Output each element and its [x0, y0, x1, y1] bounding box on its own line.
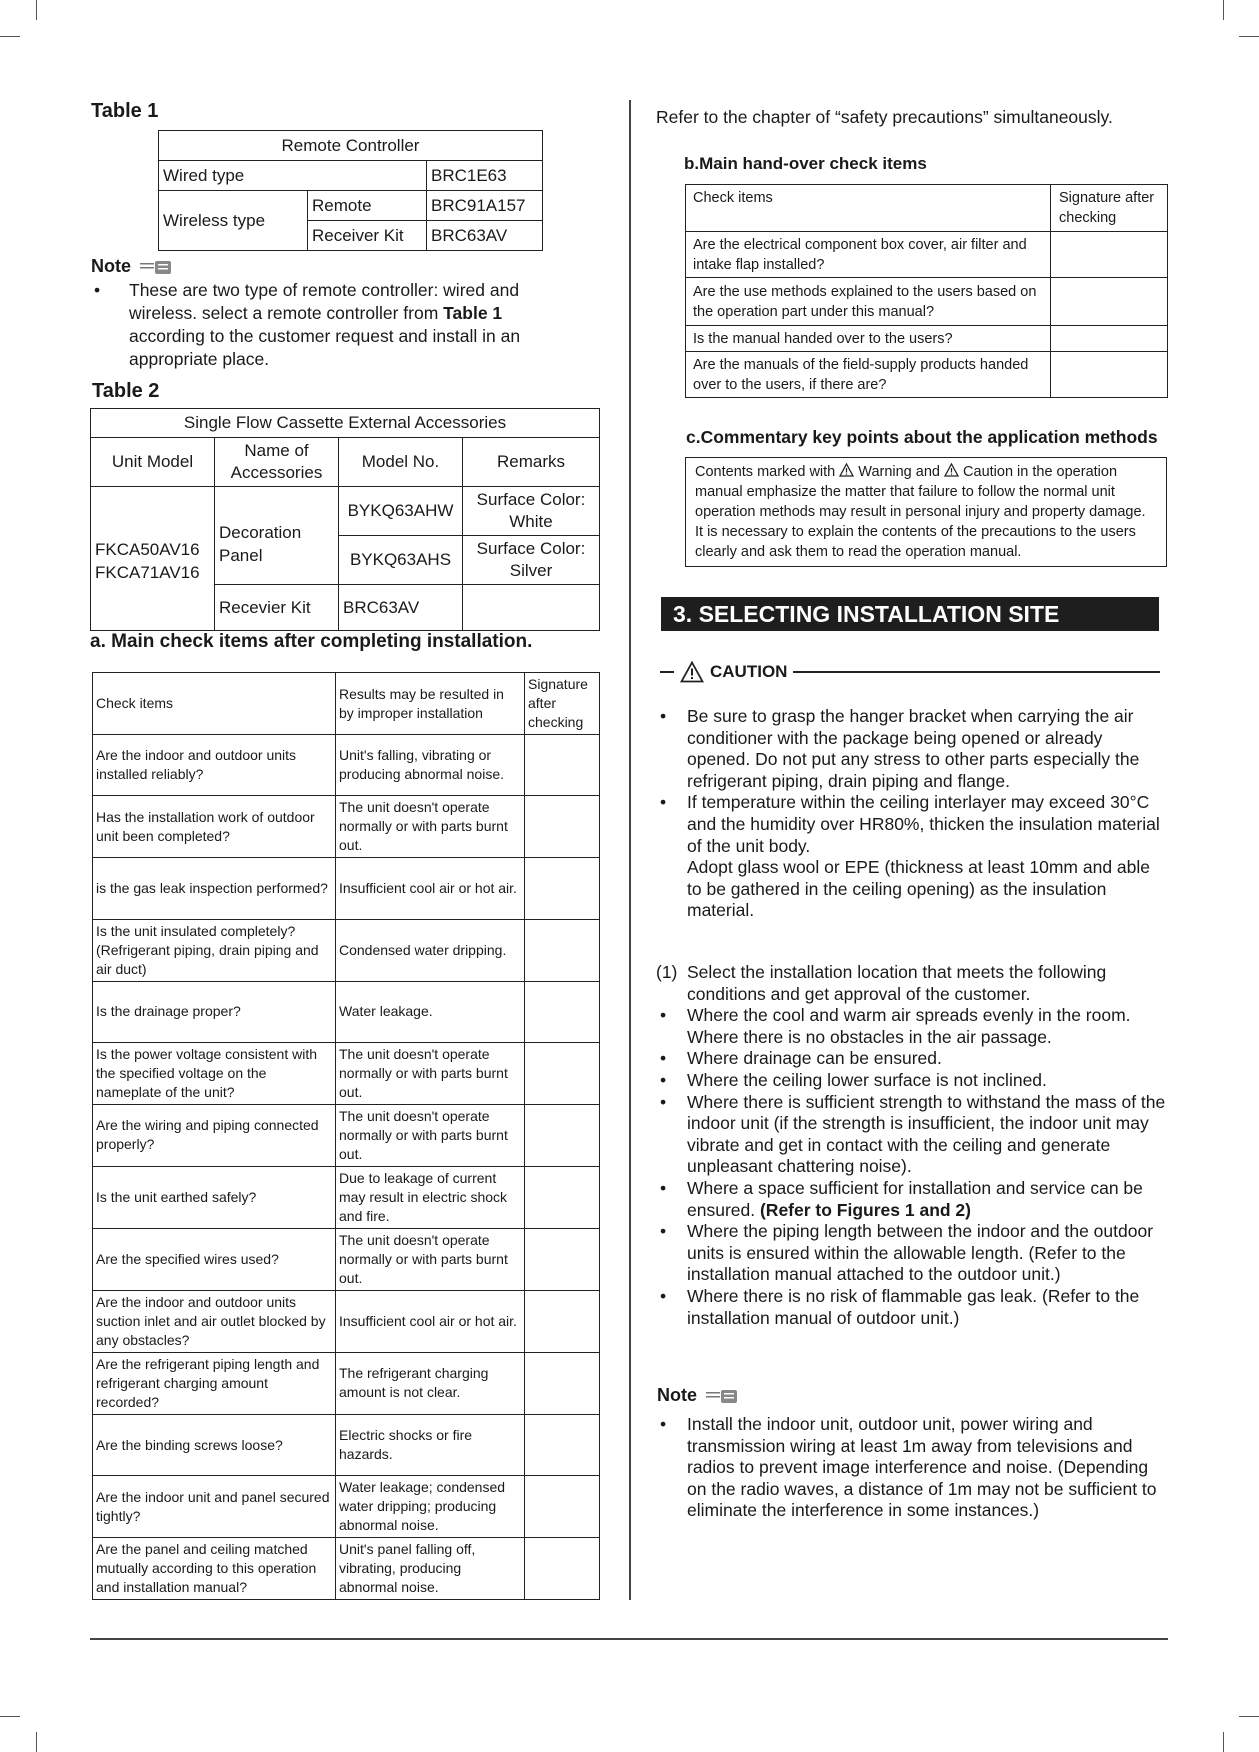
- crop-mark: [36, 1732, 37, 1752]
- signature-cell[interactable]: [525, 1538, 600, 1600]
- remote-model: BRC91A157: [427, 191, 543, 221]
- check-item: Are the indoor and outdoor units installed reliably?: [93, 735, 336, 796]
- table2-heading: Table 2: [92, 380, 160, 402]
- col-check-items: Check items: [686, 185, 1051, 232]
- check-item: Has the installation work of outdoor unit been completed?: [93, 796, 336, 858]
- condition-item: • Where there is sufficient strength to withstand the mass of the indoor unit (if the strength is insufficient, the indoor unit may vibrate and get in contact with the ceiling and generate unpleasant chattering noise).: [656, 1092, 1166, 1178]
- check-item: Are the wiring and piping connected properly?: [93, 1104, 336, 1166]
- table-row: [93, 1352, 600, 1414]
- signature-cell[interactable]: [525, 1042, 600, 1104]
- signature-cell[interactable]: [525, 1476, 600, 1538]
- caution-item-continued: Adopt glass wool or EPE (thickness at least 10mm and able to be gathered in the ceiling opening) as the insulation material.: [687, 857, 1151, 921]
- commentary-text-2: Warning and: [858, 464, 940, 480]
- table-row: [93, 858, 600, 919]
- table-row: [93, 919, 600, 981]
- item-number: (1): [656, 962, 678, 982]
- note1-text: [91, 279, 531, 371]
- check-item: Are the electrical component box cover, air filter and intake flap installed?: [686, 232, 1051, 278]
- table-row: [686, 352, 1168, 398]
- crop-mark: [1239, 1716, 1259, 1717]
- check-result: Insufficient cool air or hot air.: [336, 1290, 525, 1352]
- signature-cell[interactable]: [1051, 278, 1168, 326]
- crop-mark: [36, 0, 37, 20]
- table-row: [93, 1228, 600, 1290]
- right-intro: Refer to the chapter of “safety precautions” simultaneously.: [656, 107, 1113, 127]
- table1-title: Remote Controller: [159, 131, 543, 161]
- warning-triangle-icon: [839, 463, 854, 477]
- item-text: Select the installation location that meets the following conditions and get approval of the customer.: [687, 962, 1107, 1004]
- col-check-items: Check items: [93, 673, 336, 735]
- table-row: [686, 232, 1168, 278]
- model-white: BYKQ63AHW: [339, 487, 463, 536]
- crop-mark: [1239, 36, 1259, 37]
- commentary-box: [685, 457, 1167, 567]
- check-item: Is the power voltage consistent with the specified voltage on the nameplate of the unit?: [93, 1042, 336, 1104]
- remark-white: Surface Color: White: [463, 487, 600, 536]
- signature-cell[interactable]: [525, 858, 600, 919]
- commentary-text-1: Contents marked with: [695, 464, 836, 480]
- table-row: [93, 1538, 600, 1600]
- receiver-kit-model: BRC63AV: [427, 221, 543, 251]
- check-result: Water leakage.: [336, 981, 525, 1042]
- check-result: Insufficient cool air or hot air.: [336, 858, 525, 919]
- decoration-panel: Decoration Panel: [215, 487, 339, 585]
- check-item: Are the panel and ceiling matched mutually according to this operation and installation manual?: [93, 1538, 336, 1600]
- check-result: Electric shocks or fire hazards.: [336, 1414, 525, 1475]
- check-result: The unit doesn't operate normally or with parts burnt out.: [336, 796, 525, 858]
- check-result: Due to leakage of current may result in electric shock and fire.: [336, 1166, 525, 1228]
- section-a-heading: a. Main check items after completing installation.: [90, 631, 533, 652]
- check-item: Are the manuals of the field-supply products handed over to the users, if there are?: [686, 352, 1051, 398]
- check-item: Is the drainage proper?: [93, 981, 336, 1042]
- check-result: Water leakage; condensed water dripping; producing abnormal noise.: [336, 1476, 525, 1538]
- table2-title: Single Flow Cassette External Accessories: [91, 409, 600, 438]
- condition-item: [656, 1178, 1166, 1221]
- check-result: The unit doesn't operate normally or with parts burnt out.: [336, 1042, 525, 1104]
- col-model-no: Model No.: [339, 438, 463, 487]
- remote-label: Remote: [308, 191, 427, 221]
- col-remarks: Remarks: [463, 438, 600, 487]
- unit-models: FKCA50AV16 FKCA71AV16: [91, 487, 215, 631]
- condition-item: • Where the piping length between the indoor and the outdoor units is ensured within the allowable length. (Refer to the installation manual attached to the outdoor unit.): [656, 1221, 1166, 1286]
- signature-cell[interactable]: [525, 1166, 600, 1228]
- signature-cell[interactable]: [525, 1290, 600, 1352]
- pointing-hand-icon: [705, 1387, 739, 1405]
- section-c-heading: c.Commentary key points about the application methods: [686, 427, 1158, 447]
- table-row: [93, 1290, 600, 1352]
- table-row: [686, 326, 1168, 352]
- commentary-text-3: Caution in the operation manual emphasize the matter that failure to follow the normal unit operation methods may result in personal injury and property damage. It is necessary to explain the contents of the precautions to the users clearly and ask them to read the operation manual.: [695, 464, 1146, 560]
- condition-item: • Where the ceiling lower surface is not inclined.: [656, 1070, 1166, 1092]
- col-results: Results may be resulted in by improper installation: [336, 673, 525, 735]
- table-row: [93, 1104, 600, 1166]
- check-result: Unit's panel falling off, vibrating, producing abnormal noise.: [336, 1538, 525, 1600]
- note-heading: [657, 1385, 739, 1406]
- wireless-type-label: Wireless type: [159, 191, 308, 251]
- col-signature: Signature after checking: [525, 673, 600, 735]
- signature-cell[interactable]: [525, 1228, 600, 1290]
- check-item: Are the indoor unit and panel secured tightly?: [93, 1476, 336, 1538]
- model-silver: BYKQ63AHS: [339, 536, 463, 585]
- caution-item: • Be sure to grasp the hanger bracket when carrying the air conditioner with the package being opened or already opened. Do not put any stress to other parts especially the refrigerant piping, drain piping and flange.: [656, 706, 1166, 792]
- signature-cell[interactable]: [1051, 326, 1168, 352]
- caution-item: • If temperature within the ceiling interlayer may exceed 30°C and the humidity over HR80%, thicken the insulation material of the unit body.: [656, 792, 1166, 857]
- signature-cell[interactable]: [525, 981, 600, 1042]
- caution-triangle-icon: [680, 661, 704, 683]
- condition-item: • Where drainage can be ensured.: [656, 1048, 1166, 1070]
- installation-check-table: [92, 672, 600, 1600]
- note1-text-b: according to the customer request and install in an appropriate place.: [129, 326, 521, 369]
- note-heading: [91, 256, 173, 277]
- remark-silver: Surface Color: Silver: [463, 536, 600, 585]
- check-item: Is the unit earthed safely?: [93, 1166, 336, 1228]
- receiver-kit-label: Receiver Kit: [308, 221, 427, 251]
- note-label: Note: [91, 256, 131, 276]
- caution-label: CAUTION: [710, 662, 788, 681]
- note1-text-a: These are two type of remote controller: wired and wireless. select a remote controller from: [129, 280, 520, 323]
- check-result: The unit doesn't operate normally or with parts burnt out.: [336, 1228, 525, 1290]
- signature-cell[interactable]: [525, 919, 600, 981]
- remote-controller-table: [158, 130, 543, 251]
- table-row: [93, 1166, 600, 1228]
- caution-rule-right: [793, 671, 1160, 673]
- handover-check-table: [685, 184, 1168, 398]
- signature-cell[interactable]: [525, 796, 600, 858]
- accessories-table: [90, 408, 600, 631]
- section-b-heading: b.Main hand-over check items: [684, 154, 927, 173]
- col-unit-model: Unit Model: [91, 438, 215, 487]
- signature-cell[interactable]: [525, 735, 600, 796]
- caution-header: [660, 660, 1160, 684]
- table-row: [93, 981, 600, 1042]
- wired-type-label: Wired type: [159, 161, 427, 191]
- crop-mark: [1223, 0, 1224, 20]
- caution-list: [656, 706, 1166, 922]
- check-item: Are the refrigerant piping length and refrigerant charging amount recorded?: [93, 1352, 336, 1414]
- signature-cell[interactable]: [1051, 232, 1168, 278]
- condition-item: • Where the cool and warm air spreads evenly in the room. Where there is no obstacles in the air passage.: [656, 1005, 1166, 1048]
- note2-item: • Install the indoor unit, outdoor unit, power wiring and transmission wiring at least 1m away from televisions and radios to prevent image interference and noise. (Depending on the radio waves, a distance of 1m may not be sufficient to eliminate the interference in some instances.): [656, 1414, 1166, 1522]
- receiver-kit-name: Recevier Kit: [215, 585, 339, 631]
- receiver-kit-remarks: [463, 585, 600, 631]
- table-row: [93, 796, 600, 858]
- note-label: Note: [657, 1385, 697, 1405]
- caution-triangle-icon: [944, 463, 959, 477]
- column-divider: [629, 100, 631, 1600]
- table-row: [686, 278, 1168, 326]
- note2-text: [656, 1414, 1166, 1522]
- caution-rule-left: [660, 671, 674, 673]
- check-item: Is the manual handed over to the users?: [686, 326, 1051, 352]
- space-bold: (Refer to Figures 1 and 2): [759, 1199, 971, 1220]
- check-item: Are the binding screws loose?: [93, 1414, 336, 1475]
- crop-mark: [0, 1716, 20, 1717]
- check-result: The unit doesn't operate normally or with parts burnt out.: [336, 1104, 525, 1166]
- col-signature: Signature after checking: [1051, 185, 1168, 232]
- crop-mark: [1223, 1732, 1224, 1752]
- numbered-item: [656, 962, 1166, 1005]
- table-row: [93, 735, 600, 796]
- pointing-hand-icon: [139, 258, 173, 276]
- check-result: Condensed water dripping.: [336, 919, 525, 981]
- space-text: Where a space sufficient for installation and service can be ensured.: [687, 1177, 1143, 1220]
- check-item: Are the indoor and outdoor units suction inlet and air outlet blocked by any obstacles?: [93, 1290, 336, 1352]
- signature-cell[interactable]: [525, 1414, 600, 1475]
- footer-rule: [90, 1638, 1168, 1640]
- check-item: Is the unit insulated completely? (Refrigerant piping, drain piping and air duct): [93, 919, 336, 981]
- table-row: [93, 1414, 600, 1475]
- signature-cell[interactable]: [525, 1352, 600, 1414]
- receiver-kit-model-no: BRC63AV: [339, 585, 463, 631]
- note1-text-bold: Table 1: [443, 303, 503, 323]
- condition-item: • Where there is no risk of flammable gas leak. (Refer to the installation manual of outdoor unit.): [656, 1286, 1166, 1329]
- table-row: [93, 1042, 600, 1104]
- signature-cell[interactable]: [525, 1104, 600, 1166]
- table-row: [93, 1476, 600, 1538]
- check-item: Are the use methods explained to the users based on the operation part under this manual?: [686, 278, 1051, 326]
- wired-model: BRC1E63: [427, 161, 543, 191]
- signature-cell[interactable]: [1051, 352, 1168, 398]
- col-name-of-accessories: Name of Accessories: [215, 438, 339, 487]
- table1-heading: Table 1: [91, 100, 159, 122]
- check-result: Unit's falling, vibrating or producing abnormal noise.: [336, 735, 525, 796]
- crop-mark: [0, 36, 20, 37]
- check-item: is the gas leak inspection performed?: [93, 858, 336, 919]
- check-result: The refrigerant charging amount is not clear.: [336, 1352, 525, 1414]
- location-conditions: [656, 962, 1166, 1329]
- section-3-title: 3. SELECTING INSTALLATION SITE: [661, 597, 1159, 631]
- check-item: Are the specified wires used?: [93, 1228, 336, 1290]
